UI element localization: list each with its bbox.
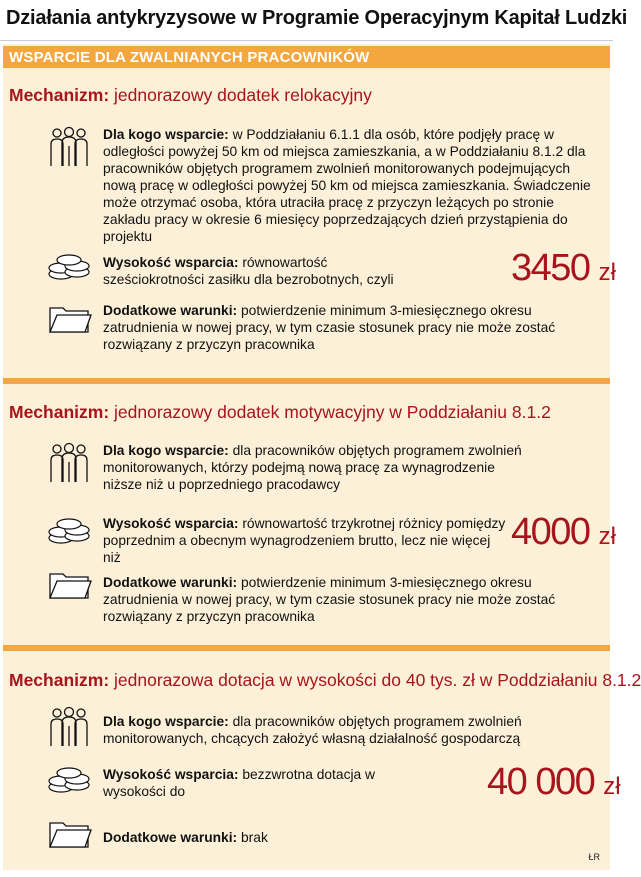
people-icon — [47, 126, 91, 168]
section-divider — [3, 378, 610, 384]
people-icon — [47, 706, 91, 748]
folder-icon — [47, 818, 93, 850]
amount-value-1: 3450 zł — [511, 247, 616, 289]
amount-text-3: Wysokość wsparcia: bezzwrotna dotacja w wysokości do — [103, 767, 376, 799]
mechanism-heading-1: Mechanizm: jednorazowy dodatek relokacyjny — [9, 85, 372, 105]
mechanism-heading-3: Mechanizm: jednorazowa dotacja w wysokości do 40 tys. zł w Poddziałaniu 8.1.2 — [9, 670, 641, 690]
who-text-1: Dla kogo wsparcie: w Poddziałaniu 6.1.1 dla osób, które podjęły pracę w odległości powyżej 50 km od miejsca zamieszkania, a w Poddziałaniu 8.1.2 dla pracowników objętych programem zwolnień monitorowanych podejmujących nową pracę w odległości powyżej 50 km od miejsca zamieszkania. Świadczenie może otrzymać osoba, która utraciła pracę z przyczyn leżących po stronie zakładu pracy w okresie 6 miesięcy poprzedzających dzień przystąpienia do projektu — [103, 127, 591, 244]
conditions-text-1: Dodatkowe warunki: potwierdzenie minimum 3-miesięcznego okresu zatrudnienia w nowej pracy, w tym czasie stosunek pracy nie może zostać rozwiązany z przyczyn pracownika — [103, 303, 556, 352]
coins-icon — [47, 765, 93, 795]
mechanism-heading-2: Mechanizm: jednorazowy dodatek motywacyjny w Poddziałaniu 8.1.2 — [9, 402, 551, 422]
folder-icon — [47, 303, 93, 335]
who-text-2: Dla kogo wsparcie: dla pracowników objętych programem zwolnień monitorowanych, którzy podejmą nową pracę za wynagrodzenie niższe niż u poprzedniego pracodawcy — [103, 443, 522, 492]
conditions-text-3: Dodatkowe warunki: brak — [103, 830, 268, 845]
amount-value-2: 4000 zł — [511, 511, 616, 553]
subheader-title: WSPARCIE DLA ZWALNIANYCH PRACOWNIKÓW — [9, 49, 370, 66]
author-credit: ŁR — [588, 852, 600, 862]
who-text-3: Dla kogo wsparcie: dla pracowników objętych programem zwolnień monitorowanych, chcących założyć własną działalność gospodarczą — [103, 714, 522, 746]
people-icon — [47, 442, 91, 484]
amount-text-2: Wysokość wsparcia: równowartość trzykrotnej różnicy pomiędzy poprzednim a obecnym wynagrodzeniem brutto, lecz nie więcej niż — [103, 516, 506, 565]
content-panel — [3, 44, 641, 870]
coins-icon — [47, 252, 93, 282]
amount-text-1: Wysokość wsparcia: równowartość sześciokrotności zasiłku dla bezrobotnych, czyli — [103, 255, 394, 287]
subheader-bar — [3, 46, 610, 68]
amount-value-3: 40 000 zł — [487, 761, 621, 803]
coins-icon — [47, 516, 93, 546]
title-bar — [0, 0, 628, 41]
page-title: Działania antykryzysowe w Programie Operacyjnym Kapitał Ludzki — [6, 7, 628, 29]
conditions-text-2: Dodatkowe warunki: potwierdzenie minimum 3-miesięcznego okresu zatrudnienia w nowej pracy, w tym czasie stosunek pracy nie może zostać rozwiązany z przyczyn pracownika — [103, 575, 556, 624]
folder-icon — [47, 569, 93, 601]
section-divider — [3, 645, 610, 651]
